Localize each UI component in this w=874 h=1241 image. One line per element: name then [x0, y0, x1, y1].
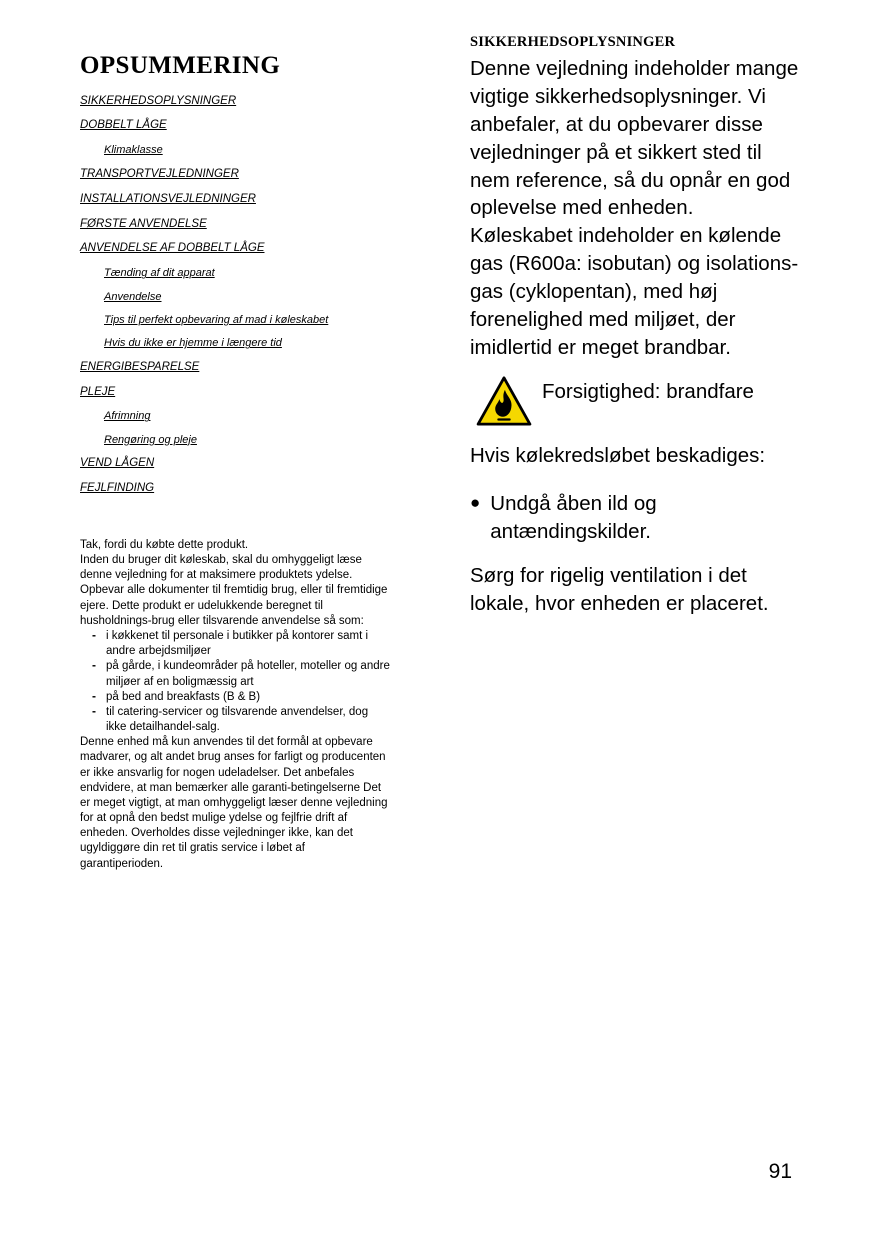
toc-entry-hvis-du-ikke-er-hjemme[interactable]: Hvis du ikke er hjemme i længere tid	[104, 337, 282, 350]
table-of-contents	[80, 94, 390, 496]
flammable-warning-icon	[476, 376, 532, 426]
safety-body-text: Denne vejledning indeholder mange vigtige sikkerhedsoplysninger. Vi anbefaler, at du opbevarer disse vejledninger på et sikkert sted til nem reference, så du opnår en god oplevelse med enheden. Køleskabet indeholder en kølende gas (R600a: isobutan) og isolations- gas (cyklopentan), med høj forenelighed med miljøet, der imidlertid er meget brandbar.	[470, 57, 799, 359]
toc-entry-anvendelse[interactable]: Anvendelse	[104, 290, 162, 303]
dash-bullet-icon: -	[92, 627, 96, 642]
toc-entry-installationsvejledninger[interactable]: INSTALLATIONSVEJLEDNINGER	[80, 192, 256, 205]
right-column	[470, 34, 800, 638]
usage-bullet-list	[80, 629, 390, 735]
dash-bullet-icon: -	[92, 703, 96, 718]
page-title: OPSUMMERING	[80, 52, 281, 79]
toc-entry-afrimning[interactable]: Afrimning	[104, 410, 151, 423]
caution-label: Forsigtighed: brandfare	[542, 379, 754, 403]
toc-entry-rengoring-og-pleje[interactable]: Rengøring og pleje	[104, 433, 197, 446]
list-item-text: på bed and breakfasts (B & B)	[106, 690, 261, 703]
introduction-section	[80, 538, 390, 872]
damage-intro-text: Hvis kølekredsløbet beskadiges:	[470, 443, 766, 467]
ventilation-text: Sørg for rigelig ventilation i det lokale, hvor enheden er placeret.	[470, 563, 769, 615]
intro-paragraph-3: Denne enhed må kun anvendes til det formål at opbevare madvarer, og alt andet brug anses for farligt og producenten er ikke ansvarlig for nogen udeladelser. Det anbefales endvidere, at man bemærker alle garanti-betingelserne Det er meget vigtigt, at man omhyggeligt læser denne vejledning for at opnå den bedst mulige ydelse og fejlfrie drift af enheden. Overholdes disse vejledninger ikke, kan det ugyldiggøre din ret til gratis service i løbet af garantiperioden.	[80, 736, 388, 870]
toc-entry-sikkerhedsoplysninger[interactable]: SIKKERHEDSOPLYSNINGER	[80, 94, 237, 107]
safety-section-heading: SIKKERHEDSOPLYSNINGER	[470, 34, 676, 50]
toc-entry-tips-til-perfekt-opbevaring[interactable]: Tips til perfekt opbevaring af mad i køleskabet	[104, 314, 329, 327]
toc-entry-fejlfinding[interactable]: FEJLFINDING	[80, 482, 155, 495]
dash-bullet-icon: -	[92, 658, 96, 673]
toc-entry-taending-af-dit-apparat[interactable]: Tænding af dit apparat	[104, 267, 215, 280]
toc-entry-energibesparelse[interactable]: ENERGIBESPARELSE	[80, 360, 200, 373]
intro-paragraph-2: Inden du bruger dit køleskab, skal du omhyggeligt læse denne vejledning for at maksimere produktets ydelse. Opbevar alle dokumenter til fremtidig brug, eller til fremtidige ejere. Dette produkt er udelukkende beregnet til husholdnings-brug eller tilsvarende anvendelse så som:	[80, 554, 388, 627]
list-item	[92, 690, 390, 705]
dash-bullet-icon: -	[92, 688, 96, 703]
list-item-text: i køkkenet til personale i butikker på kontorer samt i andre arbejdsmiljøer	[106, 629, 369, 658]
list-item-text: på gårde, i kundeområder på hoteller, moteller og andre miljøer af en boligmæssig art	[106, 660, 390, 688]
list-item	[92, 659, 390, 689]
list-item	[92, 705, 390, 735]
intro-paragraph-1: Tak, fordi du købte dette produkt.	[80, 538, 249, 551]
toc-entry-forste-anvendelse[interactable]: FØRSTE ANVENDELSE	[80, 217, 207, 230]
toc-entry-anvendelse-af-dobbelt-lage[interactable]: ANVENDELSE AF DOBBELT LÅGE	[80, 242, 265, 255]
filled-circle-bullet-icon: ●	[470, 493, 481, 512]
left-column	[80, 52, 390, 872]
toc-entry-klimaklasse[interactable]: Klimaklasse	[104, 144, 163, 157]
safety-bullet-text: Undgå åben ild og antændingskilder.	[490, 492, 657, 543]
toc-entry-pleje[interactable]: PLEJE	[80, 385, 116, 398]
caution-block	[476, 376, 800, 426]
page-number: 91	[768, 1160, 792, 1183]
toc-entry-dobbelt-lage[interactable]: DOBBELT LÅGE	[80, 119, 167, 132]
list-item-text: til catering-servicer og tilsvarende anvendelser, dog ikke detailhandel-salg.	[106, 705, 369, 734]
safety-bullet-item	[470, 490, 800, 546]
list-item	[92, 629, 390, 659]
toc-entry-transportvejledninger[interactable]: TRANSPORTVEJLEDNINGER	[80, 167, 239, 180]
toc-entry-vend-lagen[interactable]: VEND LÅGEN	[80, 457, 155, 470]
